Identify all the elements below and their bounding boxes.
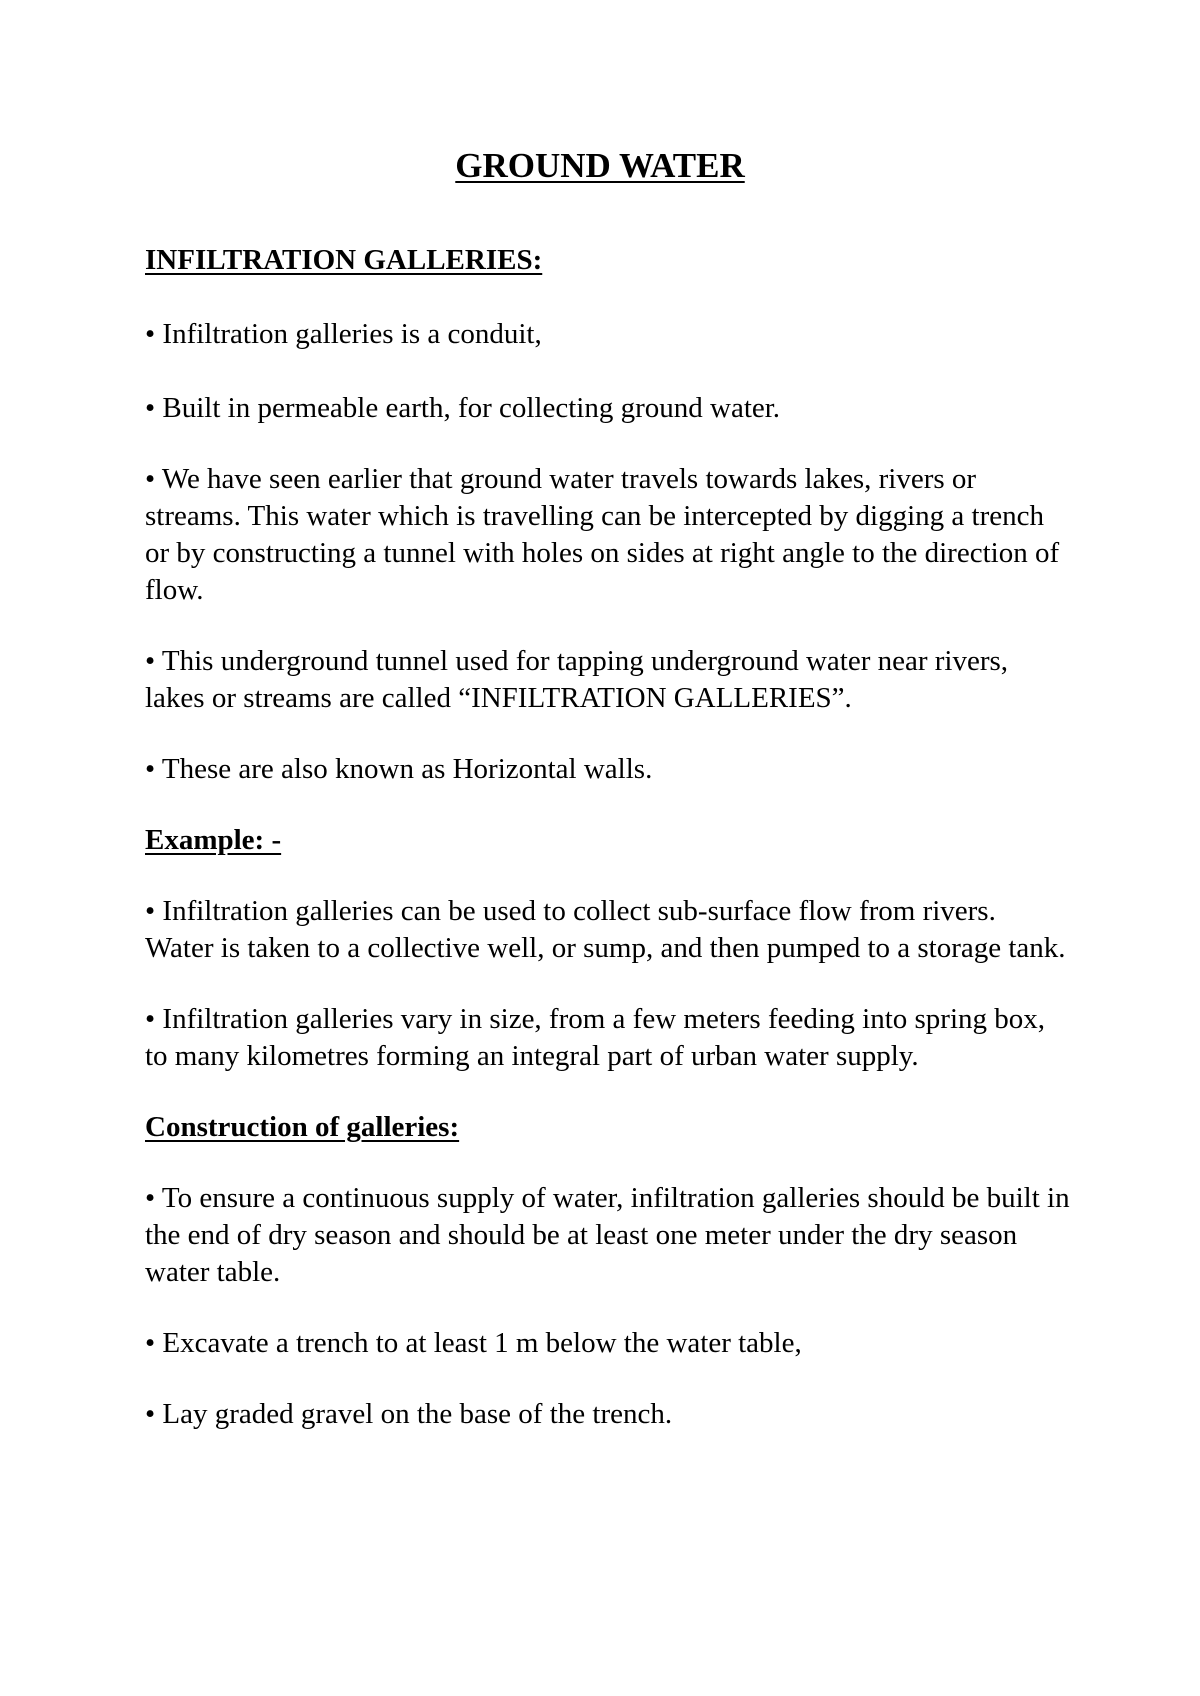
example-bullet-list — [145, 893, 1070, 1075]
list-item — [145, 390, 1070, 427]
bullet-icon: • — [145, 895, 156, 927]
bullet-icon: • — [145, 753, 156, 785]
list-item-text: Built in permeable earth, for collecting ground water. — [162, 392, 781, 424]
list-item — [145, 643, 1070, 717]
section-heading-construction-of-galleries: Construction of galleries: — [145, 1111, 460, 1143]
list-item-text: Infiltration galleries vary in size, from a few meters feeding into spring box, to many kilometres forming an integral part of urban water supply. — [145, 1003, 1046, 1072]
bullet-icon: • — [145, 1327, 156, 1359]
list-item — [145, 1396, 1070, 1433]
list-item-text: Lay graded gravel on the base of the trench. — [162, 1398, 673, 1430]
list-item — [145, 1325, 1070, 1362]
document-body — [145, 242, 1070, 1433]
list-item-text: Excavate a trench to at least 1 m below the water table, — [162, 1327, 802, 1359]
list-item-text: We have seen earlier that ground water travels towards lakes, rivers or streams. This water which is travelling can be intercepted by digging a trench or by constructing a tunnel with holes on sides at right angle to the direction of flow. — [145, 463, 1060, 606]
list-item-text: Infiltration galleries is a conduit, — [162, 318, 542, 350]
bullet-icon: • — [145, 392, 156, 424]
section-heading-infiltration-galleries: INFILTRATION GALLERIES: — [145, 244, 543, 276]
bullet-icon: • — [145, 645, 156, 677]
bullet-icon: • — [145, 1398, 156, 1430]
bullet-icon: • — [145, 1182, 156, 1214]
bullet-icon: • — [145, 1003, 156, 1035]
list-item — [145, 751, 1070, 788]
list-item-text: Infiltration galleries can be used to collect sub-surface flow from rivers. Water is taken to a collective well, or sump, and then pumped to a storage tank. — [145, 895, 1066, 964]
list-item — [145, 316, 1070, 353]
list-item-text: To ensure a continuous supply of water, infiltration galleries should be built in the end of dry season and should be at least one meter under the dry season water table. — [145, 1182, 1070, 1288]
list-item — [145, 1001, 1070, 1075]
section-heading-example: Example: - — [145, 824, 282, 856]
list-item-text: These are also known as Horizontal walls. — [161, 753, 653, 785]
construction-bullet-list — [145, 1180, 1070, 1433]
list-item — [145, 1180, 1070, 1291]
infiltration-bullet-list — [145, 316, 1070, 788]
bullet-icon: • — [145, 463, 156, 495]
list-item — [145, 461, 1070, 609]
list-item-text: This underground tunnel used for tapping underground water near rivers, lakes or streams are called “INFILTRATION GALLERIES”. — [145, 645, 1009, 714]
list-item — [145, 893, 1070, 967]
bullet-icon: • — [145, 318, 156, 350]
document-title: GROUND WATER — [455, 146, 745, 185]
